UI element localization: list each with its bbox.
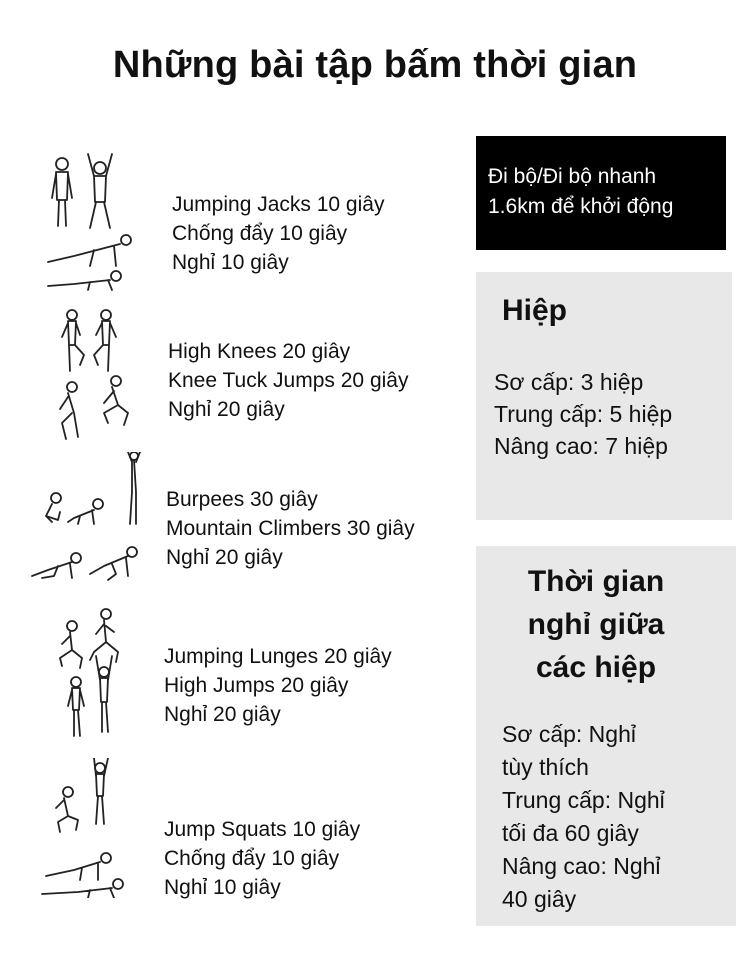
exercise-line: Chống đẩy 10 giây <box>164 847 340 870</box>
exercise-group-4 <box>0 606 470 746</box>
exercise-line: Nghỉ 10 giây <box>172 251 289 274</box>
sets-heading: Hiệp <box>502 294 568 327</box>
exercise-line: Chống đẩy 10 giây <box>172 222 348 245</box>
jump-squat-pushup-illustration-icon <box>34 758 174 898</box>
sets-lines <box>494 366 672 462</box>
rest-line: Nâng cao: Nghỉ <box>502 853 661 879</box>
rest-heading-line: các hiệp <box>535 651 657 684</box>
rest-line: 40 giây <box>502 886 577 912</box>
exercise-line: Nghỉ 20 giây <box>168 398 285 421</box>
exercise-lines <box>166 485 415 572</box>
rest-heading-line: nghỉ giữa <box>527 608 665 641</box>
exercise-line: Knee Tuck Jumps 20 giây <box>168 369 409 392</box>
sets-line: Nâng cao: 7 hiệp <box>494 433 668 459</box>
exercise-line: High Jumps 20 giây <box>164 674 349 697</box>
exercise-group-1 <box>0 152 470 292</box>
exercise-lines <box>164 642 392 729</box>
exercise-line: Jumping Lunges 20 giây <box>164 645 392 668</box>
rest-line: Trung cấp: Nghỉ <box>502 787 665 813</box>
sets-box <box>476 272 732 520</box>
exercise-group-5 <box>0 758 470 898</box>
exercise-line: Jumping Jacks 10 giây <box>172 193 385 216</box>
exercise-line: Nghỉ 20 giây <box>166 546 283 569</box>
warmup-line: Đi bộ/Đi bộ nhanh <box>488 165 657 188</box>
exercise-lines <box>168 337 408 424</box>
sets-line: Sơ cấp: 3 hiệp <box>494 369 644 395</box>
sets-line: Trung cấp: 5 hiệp <box>494 401 673 427</box>
burpee-mountain-climber-illustration-icon <box>28 452 168 592</box>
rest-between-sets-box <box>476 546 736 926</box>
warmup-box <box>476 136 726 250</box>
exercise-group-3 <box>0 452 470 592</box>
exercise-line: Burpees 30 giây <box>166 488 318 511</box>
exercise-line: Jump Squats 10 giây <box>164 818 361 841</box>
rest-line: tối đa 60 giây <box>502 820 639 846</box>
warmup-line: 1.6km để khởi động <box>488 195 674 218</box>
rest-lines <box>502 718 665 916</box>
exercise-line: Mountain Climbers 30 giây <box>166 517 415 540</box>
exercise-line: Nghỉ 10 giây <box>164 876 281 899</box>
high-knees-tuck-jump-illustration-icon <box>44 305 184 445</box>
rest-heading-line: Thời gian <box>527 565 665 598</box>
exercise-line: Nghỉ 20 giây <box>164 703 281 726</box>
rest-heading <box>476 560 716 689</box>
page-title: Những bài tập bấm thời gian <box>112 44 638 86</box>
jumping-jacks-pushup-illustration-icon <box>34 152 174 292</box>
rest-line: Sơ cấp: Nghỉ <box>502 721 636 747</box>
exercise-line: High Knees 20 giây <box>168 340 351 363</box>
exercise-lines <box>164 815 360 902</box>
exercise-lines <box>172 190 384 277</box>
exercise-group-2 <box>0 305 470 445</box>
rest-line: tùy thích <box>502 754 589 780</box>
